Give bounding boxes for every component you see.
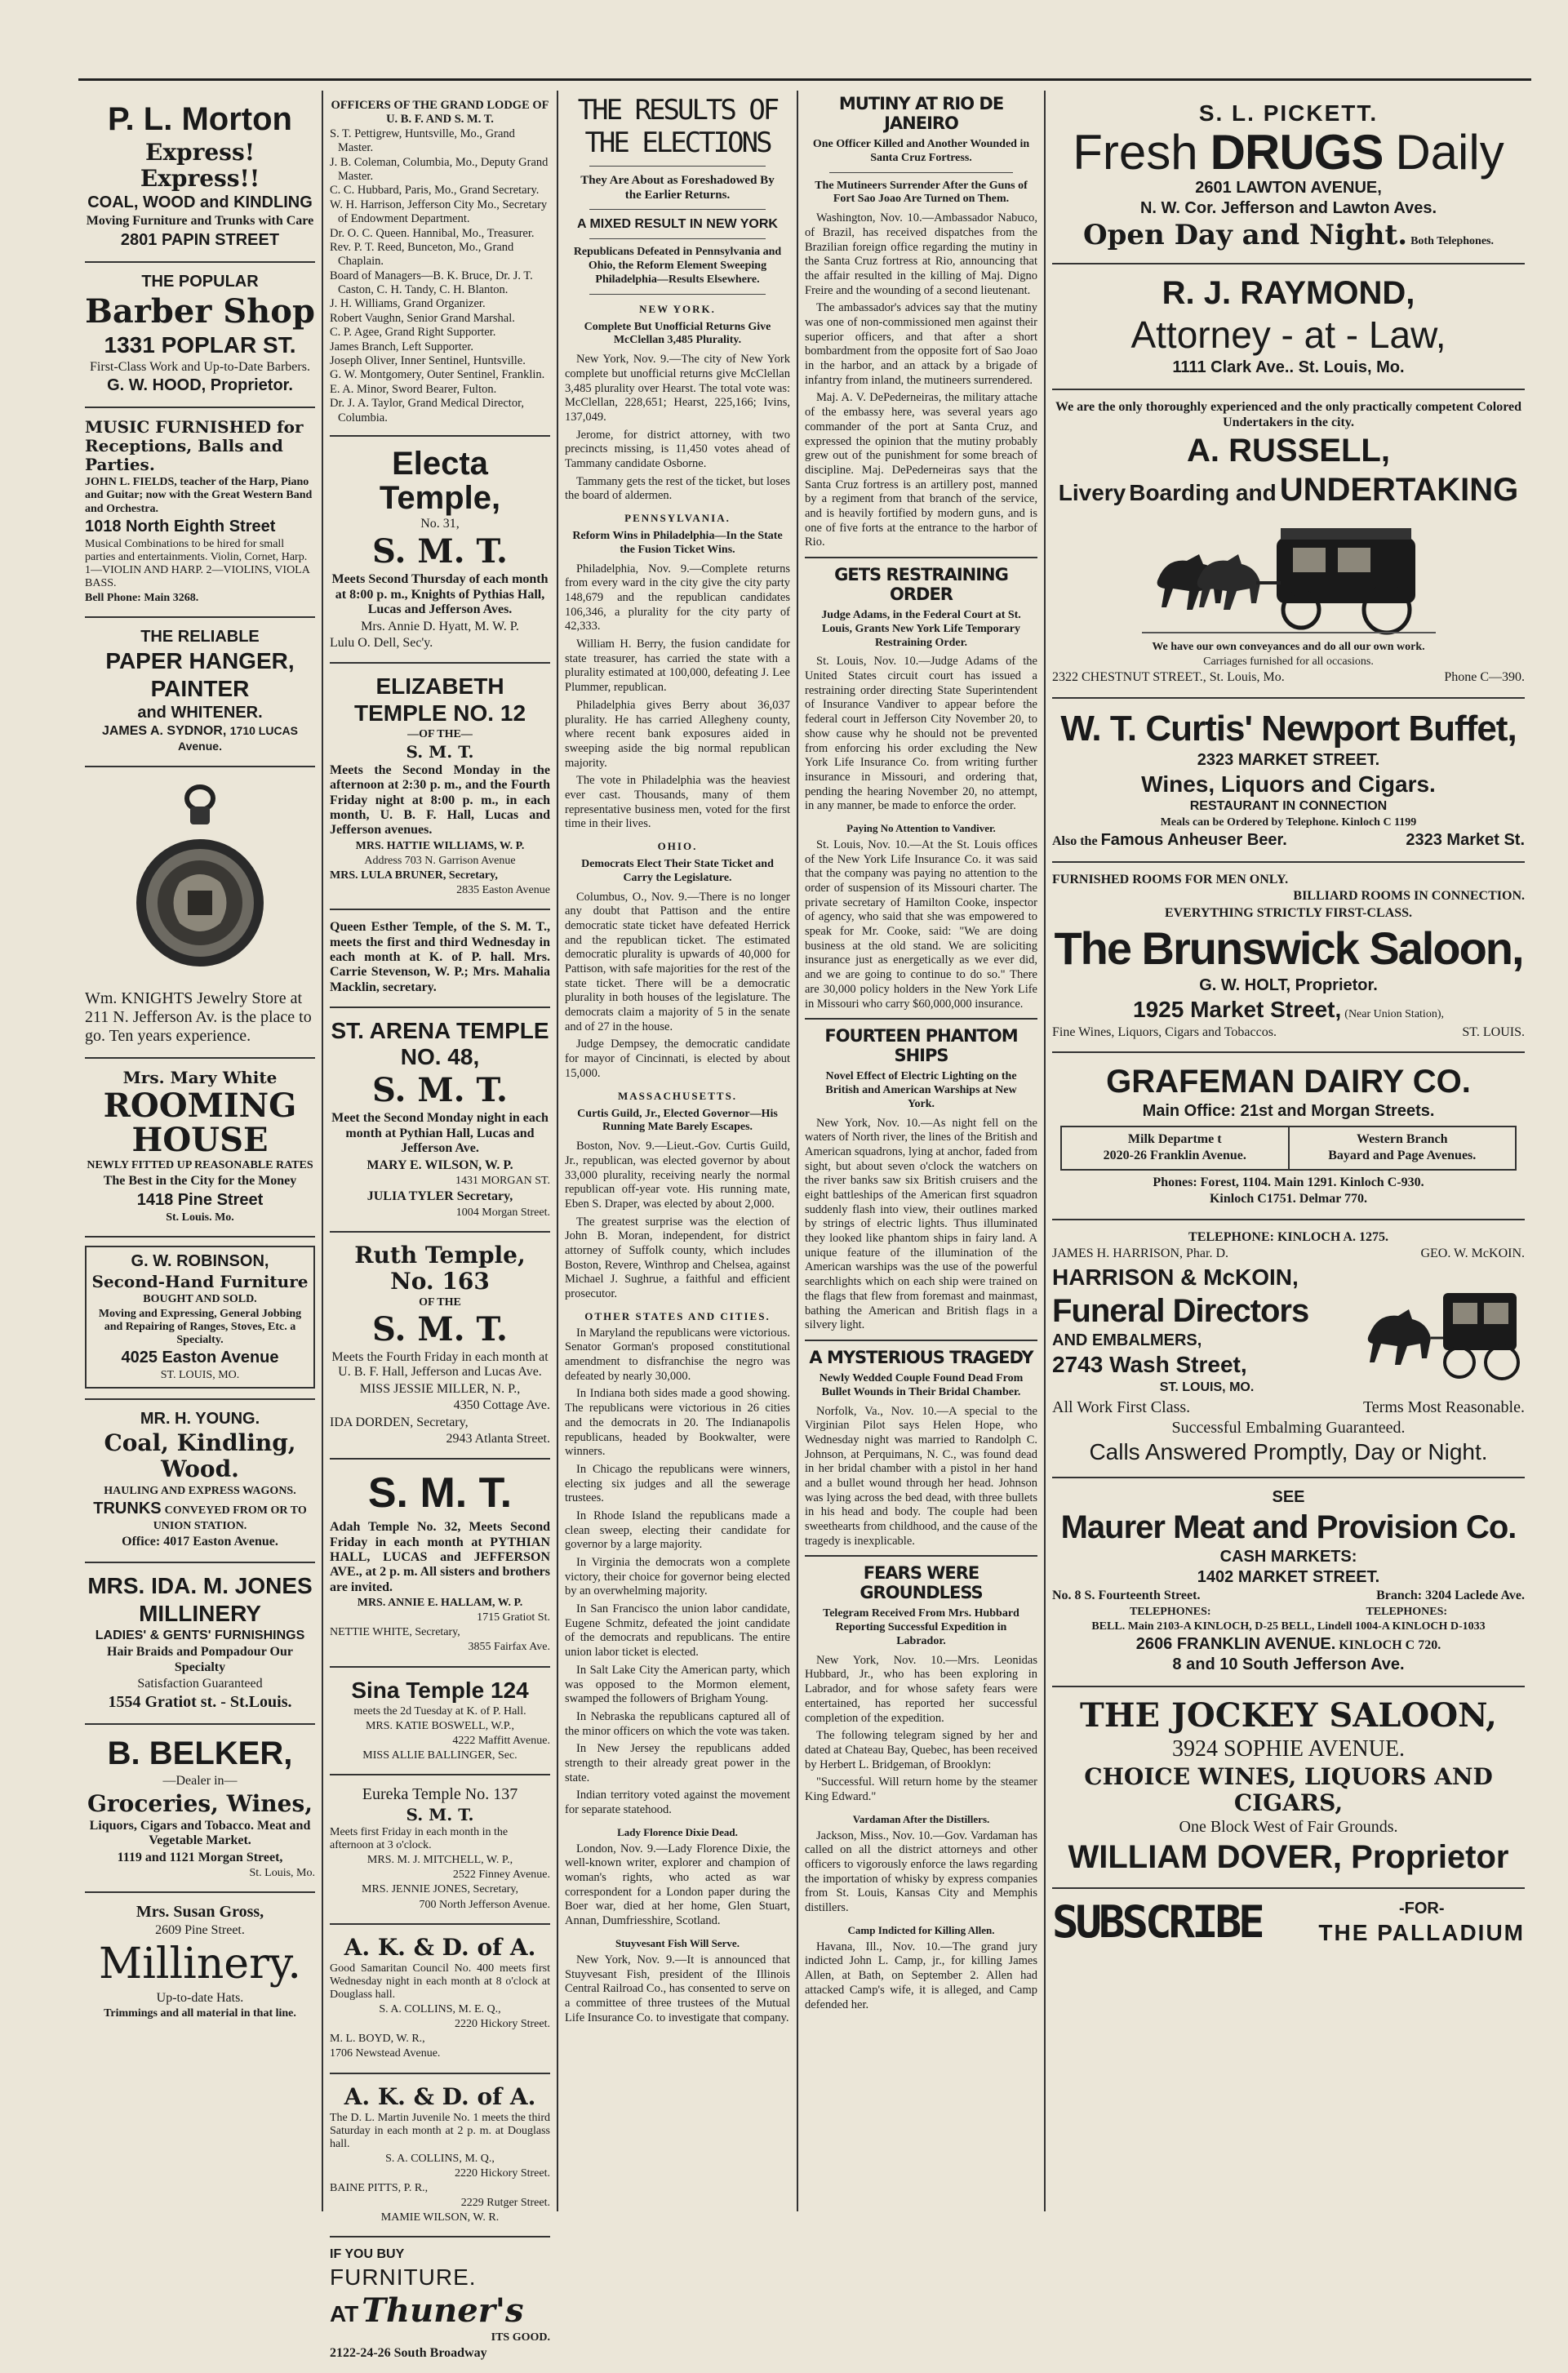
paragraph: Robert Vaughn, Senior Grand Marshal.	[330, 311, 515, 325]
notice-akd-juvenile: A. K. & D. of A. The D. L. Martin Juvenile No. 1 meets the third Saturday in each month at 2 p. m. at Douglass hall. S. A. COLLINS, M. Q., 2220 Hickory Street. BAINE PITTS, P. R., 2229 Rutger Street. MAMIE WILSON, W. R.	[330, 2074, 550, 2238]
headline: A MYSTERIOUS TRAGEDY	[809, 1347, 1033, 1367]
ad-thuners-furniture: IF YOU BUY FURNITURE. AT Thuner's ITS GOOD. 2122-24-26 South Broadway	[330, 2247, 550, 2361]
notice-sina-temple: Sina Temple 124 meets the 2d Tuesday at K. of P. Hall. MRS. KATIE BOSWELL, W.P., 4222 Maffitt Avenue. MISS ALLIE BALLINGER, Sec.	[330, 1668, 550, 1776]
headline: FEARS WERE GROUNDLESS	[860, 1563, 983, 1603]
paragraph: The ambassador's advices say that the mutiny was one of non-commissioned men against their superior officers, and that after a short bombardment from the opposite fort of Sao Joao in the harbor, and an attack by a brigade of infantry from inland, the mutineers surrendered.	[805, 301, 1037, 387]
ad-jockey-saloon: THE JOCKEY SALOON, 3924 SOPHIE AVENUE. CHOICE WINES, LIQUORS AND CIGARS, One Block West of Fair Grounds. WILLIAM DOVER, Proprietor	[1052, 1687, 1525, 1890]
pocket-watch-icon	[131, 780, 269, 984]
paragraph: In Rhode Island the republicans made a clean sweep, electing their candidate for governor by a large majority.	[565, 1509, 790, 1552]
notice-queen-esther: Queen Esther Temple, of the S. M. T., meets the first and third Wednesday in each month at K. of P. hall. Mrs. Carrie Stevenson, W. P.; Mrs. Mahalia Macklin, secretary.	[330, 910, 550, 1008]
ad-robinson: G. W. ROBINSON, Second-Hand Furniture BOUGHT AND SOLD. Moving and Expressing, General Jobbing and Repairing of Ranges, Stoves, Etc. a Specialty. 4025 Easton Avenue ST. LOUIS, MO.	[85, 1238, 315, 1400]
ad-subscribe-palladium: SUBSCRIBE -FOR- THE PALLADIUM	[1052, 1896, 1525, 1949]
paragraph: Jerome, for district attorney, with two precincts missing, is 11,450 votes ahead of Tammany candidate Osborne.	[565, 428, 790, 470]
ad-barber-shop: THE POPULAR Barber Shop 1331 POPLAR ST. First-Class Work and Up-to-Date Barbers. G. W. HOOD, Proprietor.	[85, 263, 315, 409]
notice-elizabeth-temple: ELIZABETH TEMPLE NO. 12 —OF THE— S. M. T. Meets the Second Monday in the afternoon at 2:30 p. m., and the Fourth Friday night at 8:00 p. m., in each month, U. B. F. Hall, Lucas and Jefferson avenues. MRS. HATTIE WILLIAMS, W. P. Address 703 N. Garrison Avenue MRS. LULA BRUNER, Secretary, 2835 Easton Avenue	[330, 664, 550, 910]
paragraph: In San Francisco the union labor candidate, Eugene Schmitz, defeated the joint candidate of the democrats and republicans. The entire union labor ticket is elected.	[565, 1602, 790, 1660]
paragraph: In Nebraska the republicans captured all of the minor officers on which the vote was taken.	[565, 1709, 790, 1738]
column-ads-right	[1046, 91, 1531, 2211]
paragraph: Rev. P. T. Reed, Bunceton, Mo., Grand Chaplain.	[330, 240, 514, 269]
paragraph: Boston, Nov. 9.—Lieut.-Gov. Curtis Guild, Jr., republican, was elected governor by about 33,000 plurality, receiving nearly the normal republican off-year vote. His running mate, Eben S. Draper, was elected by about 2,000.	[565, 1140, 790, 1211]
paragraph: Dr. J. A. Taylor, Grand Medical Director, Columbia.	[330, 397, 524, 424]
paragraph: Tammany gets the rest of the ticket, but loses the board of aldermen.	[565, 474, 790, 503]
paragraph: William H. Berry, the fusion candidate for state treasurer, has carried the state with a plurality estimated at 100,000, defeating J. Lee Plummer, republican.	[565, 638, 790, 695]
article-body	[565, 1326, 790, 1818]
headline: GETS RESTRAINING ORDER	[834, 565, 1008, 604]
paragraph: C. P. Agee, Grand Right Supporter.	[330, 326, 496, 340]
paragraph: S. T. Pettigrew, Huntsville, Mo., Grand Master.	[330, 127, 515, 155]
ad-brunswick-saloon: FURNISHED ROOMS FOR MEN ONLY. BILLIARD ROOMS IN CONNECTION. EVERYTHING STRICTLY FIRST-CLASS. The Brunswick Saloon, G. W. HOLT, Proprietor. 1925 Market Street, (Near Union Station), Fine Wines, Liquors, Cigars and Tobaccos. ST. LOUIS.	[1052, 863, 1525, 1053]
paragraph: In Chicago the republicans were winners, electing six judges and all the sewerage trustees.	[565, 1462, 790, 1505]
ad-curtis-buffet: W. T. Curtis' Newport Buffet, 2323 MARKET STREET. Wines, Liquors and Cigars. RESTAURANT IN CONNECTION Meals can be Ordered by Telephone. Kinloch C 1199 Also the Famous Anheuser Beer. 2323 Market St.	[1052, 699, 1525, 863]
headline: THE ELECTIONS	[584, 127, 771, 159]
paragraph: Dr. O. C. Queen. Hannibal, Mo., Treasurer.	[330, 226, 535, 240]
paragraph: J. H. Williams, Grand Organizer.	[330, 297, 486, 311]
paragraph: Board of Managers—B. K. Bruce, Dr. J. T. Caston, C. H. Tandy, C. H. Blanton.	[330, 269, 533, 297]
ad-harrison-mckoin: TELEPHONE: KINLOCH A. 1275. JAMES H. HARRISON, Phar. D. GEO. W. McKOIN. HARRISON & McKOIN, Funeral Directors AND EMBALMERS, 2743 Wash Street, ST. LOUIS, MO. All Work First Class. Terms Most Reasonable. Successful Embalming Guaranteed. Calls Answered Promptly, Day or Night.	[1052, 1220, 1525, 1479]
paragraph: The vote in Philadelphia was the heaviest ever cast. Thousands, many of them representative business men, voted for the first time in their lives.	[565, 774, 790, 831]
paragraph: In Indiana both sides made a good showing. The republicans were victorious in 26 cities and the democrats in 20. The Indianapolis republicans, headed by Bookwalter, were winners.	[565, 1387, 790, 1459]
column-ads-left	[78, 91, 322, 2211]
article-body	[805, 655, 1037, 814]
paragraph: C. C. Hubbard, Paris, Mo., Grand Secretary.	[330, 184, 540, 198]
paragraph: The following telegram signed by her and dated at Chateau Bay, Quebec, has been received by Herbert L. Bridgeman, of Brooklyn:	[805, 1729, 1037, 1771]
notice-adah-temple: S. M. T. Adah Temple No. 32, Meets Second Friday in each month at PYTHIAN HALL, LUCAS and JEFFERSON AVE., at 2 p. m. All sisters and brothers are invited. MRS. ANNIE E. HALLAM, W. P. 1715 Gratiot St. NETTIE WHITE, Secretary, 3855 Fairfax Ave.	[330, 1460, 550, 1667]
article-body	[565, 1140, 790, 1302]
headline: FOURTEEN PHANTOM SHIPS	[824, 1026, 1018, 1066]
lodge-officer-list	[330, 127, 550, 425]
paragraph: Indian territory voted against the movement for separate statehood.	[565, 1789, 790, 1817]
paragraph: Maj. A. V. DePederneiras, the military attache of the embassy here, was several years ago commander of the port at Santa Cruz, and expressed the opinion that the mutiny probably grew out of the punishment for some breach of discipline. Maj. DePederneiras says that the Santa Cruz fortress is an artillery post, manned by a regiment from that branch of the service, and is heavily fortified by modern guns, and is one of five forts at the entrance to the harbor of Rio.	[805, 391, 1037, 549]
paragraph: James Branch, Left Supporter.	[330, 340, 473, 353]
article-body	[565, 353, 790, 504]
paragraph: Philadelphia, Nov. 9.—Complete returns from every ward in the city give the city party 148,679 and the republican candidates 106,346, a plurality for the city party of 42,333.	[565, 562, 790, 633]
notice-electa-temple: Electa Temple, No. 31, S. M. T. Meets Second Thursday of each month at 8:00 p. m., Knights of Pythias Hall, Lucas and Jefferson Aves. Mrs. Annie D. Hyatt, M. W. P. Lulu O. Dell, Sec'y.	[330, 437, 550, 664]
lodge-officers: OFFICERS OF THE GRAND LODGE OF U. B. F. AND S. M. T. S. T. Pettigrew, Huntsville, Mo., Grand Master. J. B. Coleman, Columbia, Mo., Deputy Grand Master. C. C. Hubbard, Paris, Mo., Grand Secretary. W. H. Harrison, Jefferson City Mo., Secretary of Endowment Department. Dr. O. C. Queen. Hannibal, Mo., Treasurer. Rev. P. T. Reed, Bunceton, Mo., Grand Chaplain. Board of Managers—B. K. Bruce, Dr. J. T. Caston, C. H. Tandy, C. H. Blanton. J. H. Williams, Grand Organizer. Robert Vaughn, Senior Grand Marshal. C. P. Agee, Grand Right Supporter. James Branch, Left Supporter. Joseph Oliver, Inner Sentinel, Huntsville. G. W. Montgomery, Outer Sentinel, Franklin. E. A. Minor, Sword Bearer, Fulton. Dr. J. A. Taylor, Grand Medical Director, Columbia.	[330, 91, 550, 437]
column-lodge-notices	[323, 91, 557, 2361]
paragraph: W. H. Harrison, Jefferson City Mo., Secretary of Endowment Department.	[330, 198, 548, 226]
paragraph: New York, Nov. 9.—The city of New York complete but unofficial returns give McClellan 3,485 plurality over Hearst. The total vote was: McClellan, 228,651; Hearst, 225,166; Ivins, 137,049.	[565, 353, 790, 424]
article-body	[565, 891, 790, 1082]
ad-paper-hanger: THE RELIABLE PAPER HANGER, PAINTER and WHITENER. JAMES A. SYDNOR, 1710 LUCAS Avenue.	[85, 618, 315, 767]
paragraph: In Virginia the democrats won a complete victory, their choice for governor being elected by an overwhelming majority.	[565, 1556, 790, 1598]
ad-gross-millinery: Mrs. Susan Gross, 2609 Pine Street. Millinery. Up-to-date Hats. Trimmings and all material in that line.	[99, 1903, 301, 2020]
ad-pickett-drugs: S. L. PICKETT. Fresh DRUGS Daily 2601 LAWTON AVENUE, N. W. Cor. Jefferson and Lawton Aves. Open Day and Night. Both Telephones.	[1052, 91, 1525, 264]
paragraph: Philadelphia gives Berry about 36,037 plurality. He has carried Allegheny county, where recent bank exposures aided in sweeping aside the big normal republican majority.	[565, 698, 790, 770]
paragraph: Columbus, O., Nov. 9.—There is no longer any doubt that Pattison and the entire democratic state ticket have defeated Herrick and the republican ticket. The estimated democratic plurality is upwards of 40,000 for Pattison, with safe majorities for the rest of the state ticket. There will be a democratic plurality in both houses of the legislature. The democrats claim a majority of 5 in the senate and of 27 in the house.	[565, 890, 790, 1033]
ad-maurer-meat: SEE Maurer Meat and Provision Co. CASH MARKETS: 1402 MARKET STREET. No. 8 S. Fourteenth Street. Branch: 3204 Laclede Ave. TELEPHONES: TELEPHONES: BELL. Main 2103-A KINLOCH, D-25 BELL, Lindell 1004-A KINLOCH D-1033 2606 FRANKLIN AVENUE. KINLOCH C 720. 8 and 10 South Jefferson Ave.	[1052, 1478, 1525, 1687]
ad-jones-millinery: MRS. IDA. M. JONES MILLINERY LADIES' & GENTS' FURNISHINGS Hair Braids and Pompadour Our Specialty Satisfaction Guaranteed 1554 Gratiot st. - St.Louis.	[85, 1563, 315, 1726]
ad-raymond-attorney: R. J. RAYMOND, Attorney - at - Law, 1111 Clark Ave.. St. Louis, Mo.	[1052, 264, 1525, 390]
horse-carriage-icon	[1142, 513, 1436, 636]
notice-akd-council: A. K. & D. of A. Good Samaritan Council No. 400 meets first Wednesday night in each month at 8 o'clock at Douglass hall. S. A. COLLINS, M. E. Q., 2220 Hickory Street. M. L. BOYD, W. R., 1706 Newstead Avenue.	[330, 1925, 550, 2074]
paragraph: J. B. Coleman, Columbia, Mo., Deputy Grand Master.	[330, 155, 549, 183]
ad-russell-undertaking: We are the only thoroughly experienced and the only practically competent Colored Undertakers in the city. A. RUSSELL, Livery Boarding and UNDERTAKING We have our own conveyances and do all our own work. Carriages furnished for all occasions. 2322 CHESTNUT STREET., St. Louis, Mo. Phone C—390.	[1052, 390, 1525, 698]
paragraph: Washington, Nov. 10.—Ambassador Nabuco, of Brazil, has received dispatches from the Brazilian foreign office regarding the mutiny in the Santa Cruz fortress at Rio, announcing that the affair resulted in the killing of Maj. Digno Freire and the wounding of a second lieutenant.	[805, 211, 1037, 297]
notice-st-arena-temple: ST. ARENA TEMPLE NO. 48, S. M. T. Meet the Second Monday night in each month at Pythian Hall, Lucas and Jefferson Ave. MARY E. WILSON, W. P. 1431 MORGAN ST. JULIA TYLER Secretary, 1004 Morgan Street.	[330, 1008, 550, 1233]
article-body	[565, 562, 790, 832]
ad-belker: B. BELKER, —Dealer in— Groceries, Wines, Liquors, Cigars and Tobacco. Meat and Vegetable Market. 1119 and 1121 Morgan Street, St. Louis, Mo.	[85, 1725, 315, 1893]
ad-morton: P. L. Morton Express! Express!! COAL, WOOD and KINDLING Moving Furniture and Trunks with Care 2801 PAPIN STREET	[85, 91, 315, 263]
paragraph: In Maryland the republicans were victorious. Senator Gorman's proposed constitutional amendment to disfranchise the negro was defeated by nearly 30,000.	[565, 1326, 790, 1383]
article-body	[805, 1654, 1037, 1805]
notice-ruth-temple: Ruth Temple, No. 163 OF THE S. M. T. Meets the Fourth Friday in each month at U. B. F. Hall, Jefferson and Lucas Ave. MISS JESSIE MILLER, N. P., 4350 Cottage Ave. IDA DORDEN, Secretary, 2943 Atlanta Street.	[330, 1233, 550, 1460]
column-news: MUTINY AT RIO DE JANEIRO One Officer Killed and Another Wounded in Santa Cruz Fortress. The Mutineers Surrender After the Guns of Fort Sao Joao Are Turned on Them. Washington, Nov. 10.—Ambassador Nabuco, of Brazil, has received dispatches from the Brazilian foreign office regarding the mutiny in the Santa Cruz fortress at Rio, announcing that the affair resulted in the killing of Maj. Digno Freire and the wounding of a second lieutenant. The ambassador's advices say that the mutiny was one of non-commissioned men against their superior officers, and that after a short bombardment from the opposite fort of Sao Joao in the harbor, and an attack by a brigade of infantry from inland, the mutineers surrendered. Maj. A. V. DePederneiras, the military attache of the embassy here, was several years ago commander of the port at Santa Cruz, and expressed the opinion that the mutiny probably grew out of the punishment for some breach of discipline. Maj. DePederneiras says that the Santa Cruz fortress is an artillery post, manned by a regiment from that branch of the service, and is heavily fortified by modern guns, and is one of five forts at the entrance to the harbor of Rio. GETS RESTRAINING ORDER Judge Adams, in the Federal Court at St. Louis, Grants New York Life Temporary Restraining Order. St. Louis, Nov. 10.—Judge Adams of the United States circuit court has issued a restraining order directing State Superintendent of Insurance Vandiver to appear before the federal court in Jefferson City November 20, to show cause why he should not be prevented from enforcing his order excluding the New York Life Insurance Co. from writing further insurance in Missouri, and ordering that, pending the hearing November 20, no attempt, in any manner, be made to enforce the order. Paying No Attention to Vandiver. St. Louis, Nov. 10.—At the St. Louis offices of the New York Life Insurance Co. it was said that the company was paying no attention to the order of suspension of its Missouri charter. The private secretary of Hamilton Cooke, inspector of agency, who said that she was empowered to speak for Mr. Cooke, said: "We are doing business at the old stand. We are soliciting insurance just as energetically as we ever did, and we are going to continue to do so." There are 30,000 policy holders in the New York Life in Missouri who carry $60,000,000 insurance. FOURTEEN PHANTOM SHIPS Novel Effect of Electric Lighting on the British and American Warships at New York. New York, Nov. 10.—As night fell on the waters of North river, the lines of the British and American squadrons, lying at anchor, faded from sight, but about seven o'clock the watchers on the river banks saw six British cruisers and the eight battleships of the American first squadron suddenly flash into view, their outlines marked by strings of electric lights. Thus illuminated they looked like phantom ships in fairy land. A unique feature of the illumination of the American warships was the use of the powerful searchlights which on each ship were trained on the flags that flew from foremast and mainmast, bathing the American and British flags in a silvery light. A MYSTERIOUS TRAGEDY Newly Wedded Couple Found Dead From Bullet Wounds in Their Bridal Chamber. Norfolk, Va., Nov. 10.—A special to the Virginian Pilot says Helen Hope, who Wednesday night was married to Randolph C. Johnson, at Perquimans, N. C., was found dead in her bridal chamber with a pistol in her hand and a bullet wound through her head. Johnson was lying across the bed dead, with three bullets in his head and body. The couple had been sweethearts from childhood, and the cause of the tragedy is inexplicable. FEARS WERE GROUNDLESS Telegram Received From Mrs. Hubbard Reporting Successful Expedition in Labrador. New York, Nov. 10.—Mrs. Leonidas Hubbard, Jr., who has been exploring in Labrador, and for whose safety fears were entertained, has reported her successful completion of the expedition. The following telegram signed by her and dated at Chateau Bay, Quebec, has been received by Herbert L. Bridgeman, of Brooklyn: "Successful. Will return home by the steamer King Edward." Vardaman After the Distillers. Jackson, Miss., Nov. 10.—Gov. Vardaman has called on all the district attorneys and other officers to vigorously enforce the laws regarding the importation of whisky by express companies from St. Louis, Kansas City and Memphis distillers. Camp Indicted for Killing Allen. Havana, Ill., Nov. 10.—The grand jury indicted John L. Camp, jr., for killing James Allen, at Bath, on September 2. Allen had attacked Camp's wife, it is alleged, and Camp defended her.	[805, 94, 1037, 2011]
ad-music: MUSIC FURNISHED for Receptions, Balls and Parties. JOHN L. FIELDS, teacher of the Harp, Piano and Guitar; now with the Great Western Band and Orchestra. 1018 North Eighth Street Musical Combinations to be hired for small parties and entertainments. Violin, Cornet, Harp. 1—VIOLIN AND HARP. 2—VIOLINS, VIOLA BASS. Bell Phone: Main 3268.	[85, 408, 315, 618]
paragraph: Judge Dempsey, the democratic candidate for mayor of Cincinnati, is elected by about 15,000.	[565, 1038, 790, 1080]
column-election-news: THE RESULTS OF THE ELECTIONS They Are About as Foreshadowed By the Earlier Returns. A MIXED RESULT IN NEW YORK Republicans Defeated in Pennsylvania and Ohio, the Reform Element Sweeping Philadelphia—Results Elsewhere. NEW YORK. Complete But Unofficial Returns Give McClellan 3,485 Plurality. New York, Nov. 9.—The city of New York complete but unofficial returns give McClellan 3,485 plurality over Hearst. The total vote was: McClellan, 228,651; Hearst, 225,166; Ivins, 137,049. Jerome, for district attorney, with two precincts missing, is 11,450 votes ahead of Tammany candidate Osborne. Tammany gets the rest of the ticket, but loses the board of aldermen. PENNSYLVANIA. Reform Wins in Philadelphia—In the State the Fusion Ticket Wins. Philadelphia, Nov. 9.—Complete returns from every ward in the city give the city party 148,679 and the republican candidates 106,346, a plurality for the city party of 42,333. William H. Berry, the fusion candidate for state treasurer, has carried the state with a plurality estimated at 100,000, defeating J. Lee Plummer, republican. Philadelphia gives Berry about 36,037 plurality. He has carried Allegheny county, where recent bank exposures aided in sweeping aside the big normal republican majority. The vote in Philadelphia was the heaviest ever cast. Thousands, many of them representative business men, voted for the first time in their lives. OHIO. Democrats Elect Their State Ticket and Carry the Legislature. Columbus, O., Nov. 9.—There is no longer any doubt that Pattison and the entire democratic state ticket have defeated Herrick and the republican ticket. The estimated democratic plurality is upwards of 40,000 for Pattison, with safe majorities for the rest of the state ticket. There will be a democratic plurality in both houses of the legislature. The democrats claim a majority of 5 in the senate and of 27 in the house. Judge Dempsey, the democratic candidate for mayor of Cincinnati, is elected by about 15,000. MASSACHUSETTS. Curtis Guild, Jr., Elected Governor—His Running Mate Barely Escapes. Boston, Nov. 9.—Lieut.-Gov. Curtis Guild, Jr., republican, was elected governor by about 33,000 plurality, receiving nearly the normal republican off-year vote. His running mate, Eben S. Draper, was elected by about 2,000. The greatest surprise was the election of John B. Moran, independent, for district attorney of Suffolk county, which includes Boston, Revere, Winthrop and Chelsea, against Michael J. Sughrue, a faithful and efficient prosecutor. OTHER STATES AND CITIES. In Maryland the republicans were victorious. Senator Gorman's proposed constitutional amendment to disfranchise the negro was defeated by nearly 30,000. In Indiana both sides made a good showing. The republicans were victorious in 26 cities and the democrats in 20. The Indianapolis republicans, headed by Bookwalter, were winners. In Chicago the republicans were winners, electing six judges and all the sewerage trustees. In Rhode Island the republicans made a clean sweep, electing their candidate for governor by a large majority. In Virginia the democrats won a complete victory, their choice for governor being elected by an overwhelming majority. In San Francisco the union labor candidate, Eugene Schmitz, defeated the joint candidate of the democrats and republicans. The entire union labor ticket is elected. In Salt Lake City the American party, which was opposed to the Mormon element, swamped the followers of Brigham Young. In Nebraska the republicans captured all of the minor officers on which the vote was taken. In New Jersey the republicans added strength to their already great power in the state. Indian territory voted against the movement for separate statehood. Lady Florence Dixie Dead. London, Nov. 9.—Lady Florence Dixie, the well-known writer, explorer and champion of woman's rights, who acted as war correspondent for a London paper during the Boer war, died at her home, Glen Stuart, Annan, Dumfriesshire, Scotland. Stuyvesant Fish Will Serve. New York, Nov. 9.—It is announced that Stuyvesant Fish, president of the Illinois Central Railroad Co., has consented to serve on a committee of three trustees of the Mutual Life Insurance Co. to investigate that company.	[565, 94, 790, 2024]
ad-rooming-house: Mrs. Mary White ROOMING HOUSE NEWLY FITTED UP REASONABLE RATES The Best in the City for the Money 1418 Pine Street St. Louis. Mo.	[85, 1059, 315, 1238]
paragraph: In Salt Lake City the American party, which was opposed to the Mormon element, swamped the followers of Brigham Young.	[565, 1663, 790, 1706]
newspaper-page	[78, 78, 1531, 2361]
paragraph: St. Louis, Nov. 10.—Judge Adams of the United States circuit court has issued a restraining order directing State Superintendent of Insurance Vandiver to appear before the federal court in Jefferson City November 20, to show cause why he should not be prevented from enforcing his order excluding the New York Life Insurance Co. from writing further insurance in Missouri, and ordering that, pending the hearing November 20, no attempt, in any manner, be made to enforce the order.	[805, 655, 1037, 813]
ad-young: MR. H. YOUNG. Coal, Kindling, Wood. HAULING AND EXPRESS WAGONS. TRUNKS CONVEYED FROM OR TO UNION STATION. Office: 4017 Easton Avenue.	[85, 1400, 315, 1562]
article-body	[805, 211, 1037, 550]
paragraph: Joseph Oliver, Inner Sentinel, Huntsville.	[330, 354, 526, 368]
paragraph: G. W. Montgomery, Outer Sentinel, Franklin.	[330, 368, 545, 382]
notice-eureka-temple: Eureka Temple No. 137 S. M. T. Meets first Friday in each month in the afternoon at 3 o'clock. MRS. M. J. MITCHELL, W. P., 2522 Finney Avenue. MRS. JENNIE JONES, Secretary, 700 North Jefferson Avenue.	[330, 1775, 550, 1925]
ad-jewelry: Wm. KNIGHTS Jewelry Store at 211 N. Jefferson Av. is the place to go. Ten years experience.	[85, 767, 315, 1059]
paragraph: E. A. Minor, Sword Bearer, Fulton.	[330, 382, 497, 396]
headline: THE RESULTS OF	[577, 94, 778, 127]
ad-grafeman-dairy: GRAFEMAN DAIRY CO. Main Office: 21st and Morgan Streets. Milk Departme t 2020-26 Franklin Avenue. Western Branch Bayard and Page Avenues. Phones: Forest, 1104. Main 1291. Kinloch C-930. Kinloch C1751. Delmar 770.	[1052, 1053, 1525, 1220]
paragraph: "Successful. Will return home by the steamer King Edward."	[805, 1775, 1037, 1803]
headline: MUTINY AT RIO DE JANEIRO	[838, 94, 1004, 133]
paragraph: The greatest surprise was the election of John B. Moran, independent, for district attorney of Suffolk county, which includes Boston, Revere, Winthrop and Chelsea, against Michael J. Sughrue, a faithful and efficient prosecutor.	[565, 1215, 790, 1301]
paragraph: New York, Nov. 10.—Mrs. Leonidas Hubbard, Jr., who has been exploring in Labrador, and for whose safety fears were entertained, has reported her successful completion of the expedition.	[805, 1653, 1037, 1725]
paragraph: In New Jersey the republicans added strength to their already great power in the state.	[565, 1742, 790, 1784]
hearse-icon	[1361, 1277, 1525, 1383]
